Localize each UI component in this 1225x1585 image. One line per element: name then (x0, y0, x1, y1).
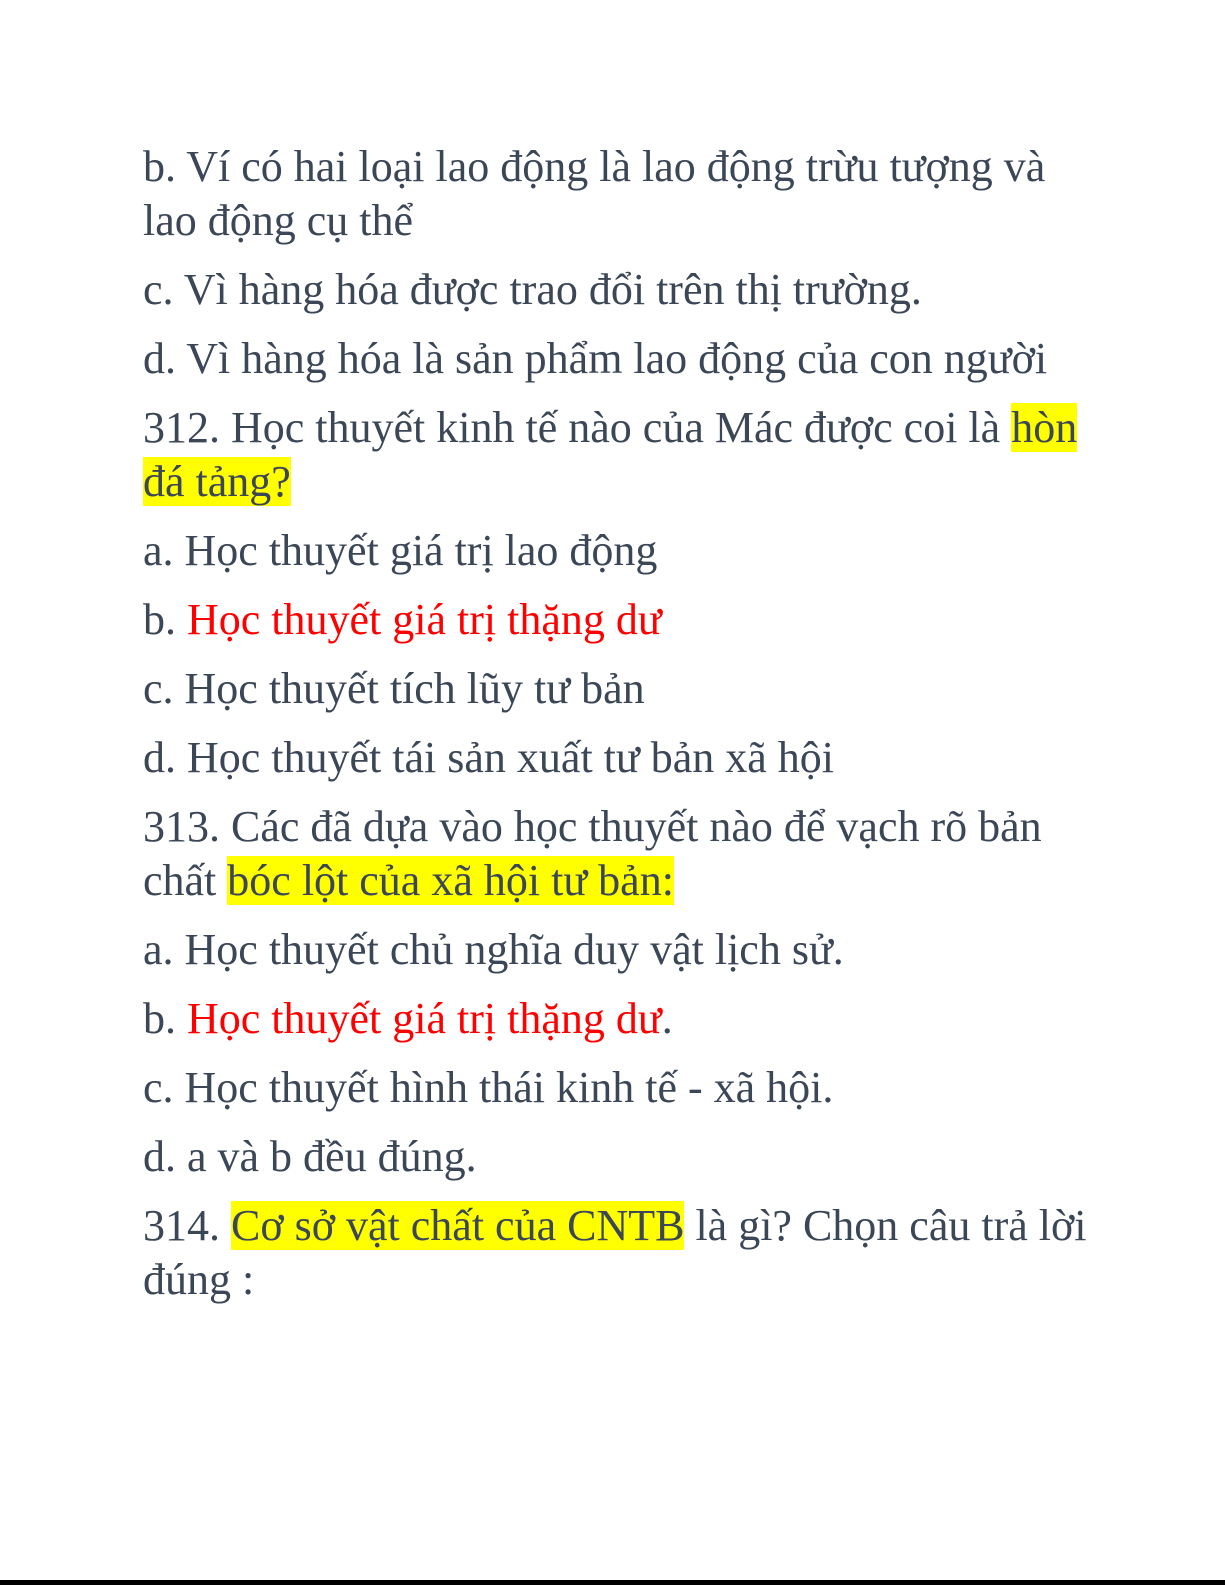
question-313-option-b (143, 992, 1103, 1046)
question-313-option-a (143, 923, 1103, 977)
question-313 (143, 800, 1103, 908)
option-text: c. Học thuyết tích lũy tư bản (143, 664, 645, 713)
option-text: b. Ví có hai loại lao động là lao động trừu tượng và lao động cụ thể (143, 142, 1046, 245)
option-text: d. a và b đều đúng. (143, 1132, 477, 1181)
option-b-previous (143, 140, 1103, 248)
question-text: là gì? Chọn câu trả lời đúng : (143, 1201, 1087, 1304)
highlighted-text: bóc lột của xã hội tư bản: (227, 856, 674, 905)
option-d-previous (143, 332, 1103, 386)
question-313-option-d (143, 1130, 1103, 1184)
option-c-previous (143, 263, 1103, 317)
correct-answer-text: Học thuyết giá trị thặng dư (187, 994, 662, 1043)
question-number: 314. (143, 1201, 231, 1250)
highlighted-text: hòn đá tảng? (143, 403, 1078, 506)
question-312 (143, 401, 1103, 509)
option-text: c. Học thuyết hình thái kinh tế - xã hội. (143, 1063, 834, 1112)
option-text: a. Học thuyết giá trị lao động (143, 526, 658, 575)
option-prefix: b. (143, 595, 187, 644)
document-body (143, 140, 1103, 1322)
option-text: c. Vì hàng hóa được trao đổi trên thị trường. (143, 265, 922, 314)
highlighted-text: Cơ sở vật chất của CNTB (231, 1201, 685, 1250)
option-prefix: b. (143, 994, 187, 1043)
question-312-option-a (143, 524, 1103, 578)
question-314 (143, 1199, 1103, 1307)
question-312-option-c (143, 662, 1103, 716)
option-text: d. Học thuyết tái sản xuất tư bản xã hội (143, 733, 835, 782)
option-text: a. Học thuyết chủ nghĩa duy vật lịch sử. (143, 925, 844, 974)
option-text: d. Vì hàng hóa là sản phẩm lao động của con người (143, 334, 1048, 383)
question-312-option-b (143, 593, 1103, 647)
question-313-option-c (143, 1061, 1103, 1115)
correct-answer-text: Học thuyết giá trị thặng dư (187, 595, 662, 644)
page-bottom-border (0, 1580, 1225, 1585)
question-text: 312. Học thuyết kinh tế nào của Mác được coi là (143, 403, 1012, 452)
option-suffix: . (661, 994, 673, 1043)
question-312-option-d (143, 731, 1103, 785)
question-text: 313. Các đã dựa vào học thuyết nào để vạch rõ bản chất (143, 802, 1042, 905)
